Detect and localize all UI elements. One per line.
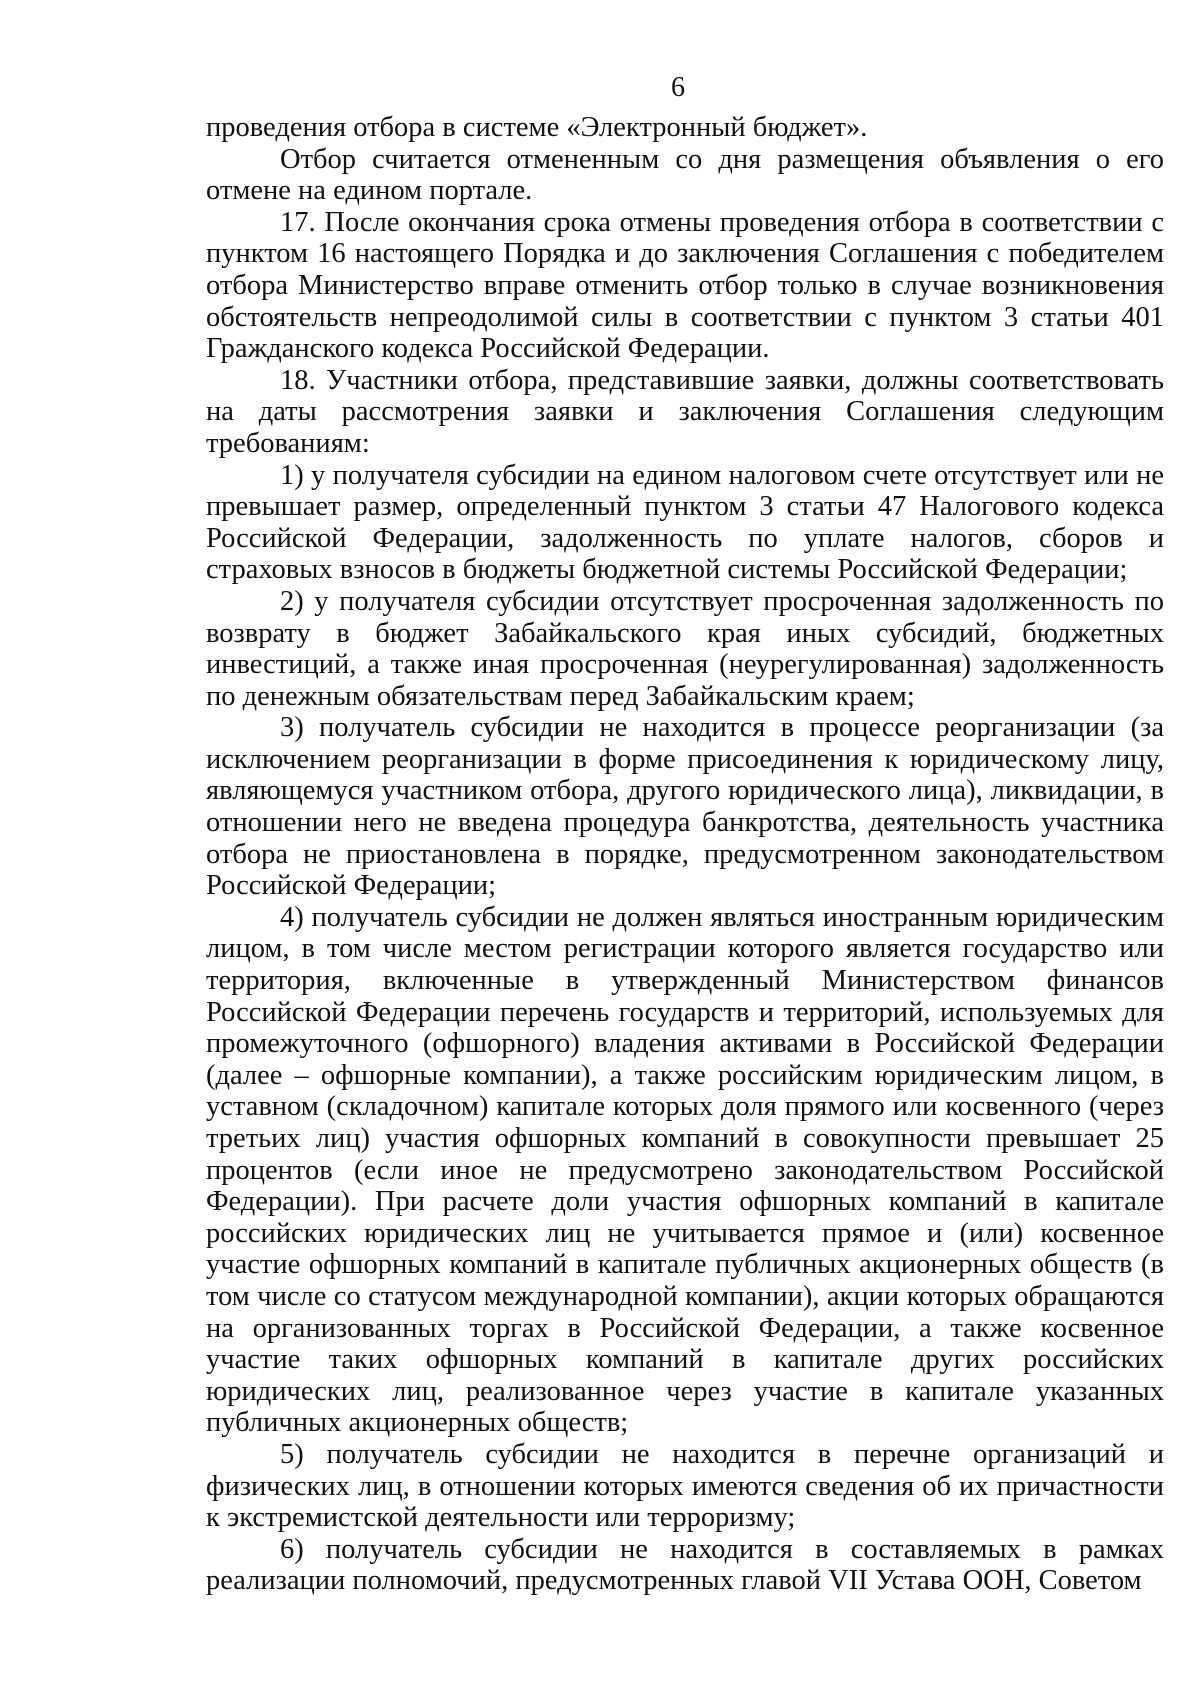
requirement-4: 4) получатель субсидии не должен являться иностранным юридическим лицом, в том числе местом регистрации которого является государство или территория, включенные в утвержденный Министерством финансов Российской Федерации перечень государств и территорий, используемых для промежуточного (офшорного) владения активами в Российской Федерации (далее – офшорные компании), а также российским юридическим лицом, в уставном (складочном) капитале которых доля прямого или косвенного (через третьих лиц) участия офшорных компаний в совокупности превышает 25 процентов (если иное не предусмотрено законодательством Российской Федерации). При расчете доли участия офшорных компаний в капитале российских юридических лиц не учитывается прямое и (или) косвенное участие офшорных компаний в капитале публичных акционерных обществ (в том числе со статусом международной компании), акции которых обращаются на организованных торгах в Российской Федерации, а также косвенное участие таких офшорных компаний в капитале других российских юридических лиц, реализованное через участие в капитале указанных публичных акционерных обществ; — [206, 901, 1164, 1439]
paragraph-item-18: 18. Участники отбора, представившие заявки, должны соответствовать на даты рассмотрения заявки и заключения Соглашения следующим требованиям: — [206, 364, 1164, 459]
page-number: 6 — [671, 72, 685, 103]
requirement-1: 1) у получателя субсидии на едином налоговом счете отсутствует или не превышает размер, определенный пунктом 3 статьи 47 Налогового кодекса Российской Федерации, задолженность по уплате налогов, сборов и страховых взносов в бюджеты бюджетной системы Российской Федерации; — [206, 459, 1164, 586]
paragraph-item-17: 17. После окончания срока отмены проведения отбора в соответствии с пунктом 16 настоящего Порядка и до заключения Соглашения с победителем отбора Министерство вправе отменить отбор только в случае возникновения обстоятельств непреодолимой силы в соответствии с пунктом 3 статьи 401 Гражданского кодекса Российской Федерации. — [206, 206, 1164, 365]
paragraph-cancellation: Отбор считается отмененным со дня размещения объявления о его отмене на едином портале. — [206, 143, 1164, 207]
document-body — [206, 112, 1164, 1597]
requirement-3: 3) получатель субсидии не находится в процессе реорганизации (за исключением реорганизации в форме присоединения к юридическому лицу, являющемуся участником отбора, другого юридического лица), ликвидации, в отношении него не введена процедура банкротства, деятельность участника отбора не приостановлена в порядке, предусмотренном законодательством Российской Федерации; — [206, 712, 1164, 902]
requirement-5: 5) получатель субсидии не находится в перечне организаций и физических лиц, в отношении которых имеются сведения об их причастности к экстремистской деятельности или терроризму; — [206, 1438, 1164, 1534]
requirement-6: 6) получатель субсидии не находится в составляемых в рамках реализации полномочий, предусмотренных главой VII Устава ООН, Советом — [206, 1533, 1164, 1597]
requirement-2: 2) у получателя субсидии отсутствует просроченная задолженность по возврату в бюджет Забайкальского края иных субсидий, бюджетных инвестиций, а также иная просроченная (неурегулированная) задолженность по денежным обязательствам перед Забайкальским краем; — [206, 585, 1164, 712]
paragraph-continuation: проведения отбора в системе «Электронный бюджет». — [206, 112, 868, 143]
